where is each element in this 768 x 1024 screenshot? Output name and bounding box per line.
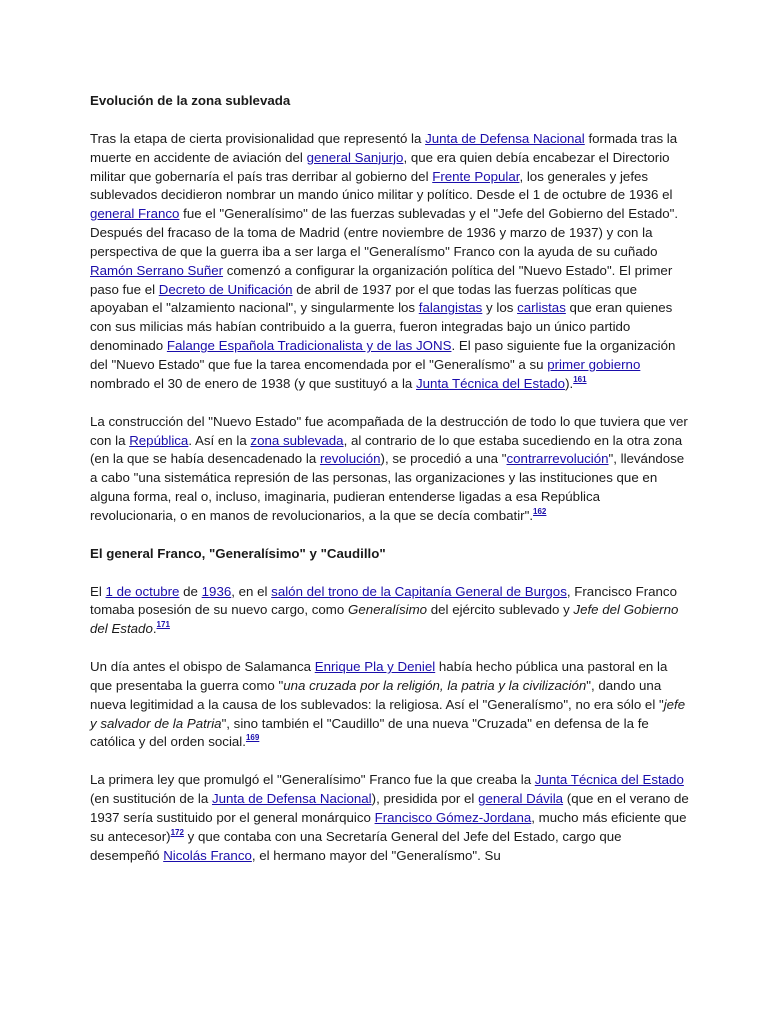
text-run: La construcción del "Nuevo Estado" fue acompañada de la destrucción de todo lo que tuviera que ver con la xyxy=(90,413,688,448)
text-run: formada tras la muerte en accidente de aviación del xyxy=(90,130,678,165)
text-run: de abril de 1937 por el que todas las fuerzas políticas que apoyaban el "alzamiento nacional", y singularmente los xyxy=(90,281,638,316)
text-run: comenzó a configurar la organización política del "Nuevo Estado". El primer paso fue el xyxy=(90,262,673,297)
paragraph xyxy=(90,413,690,526)
text-run: La primera ley que promulgó el "Generalísimo" Franco fue la que creaba la xyxy=(90,772,535,788)
footnote-superscript xyxy=(171,828,184,837)
text-run: ", dando una nueva legitimidad a la causa de los sublevados: la religiosa. Así el "Generalísmo", no era sólo el " xyxy=(90,677,664,712)
text-run: , los generales y jefes sublevados decidieron nombrar un mando único militar y político. Desde el 1 de octubre de 1936 el xyxy=(90,168,673,203)
inline-link[interactable]: República xyxy=(129,432,189,448)
text-run: fue el "Generalísimo" de las fuerzas sublevadas y el "Jefe del Gobierno del Estado". Después del fracaso de la toma de Madrid (entre noviembre de 1936 y marzo de 1937) y con la perspectiva de que la guerra iba a ser larga el "Generalísmo" Franco con la ayuda de su cuñado xyxy=(90,206,679,259)
inline-link[interactable]: Enrique Pla y Deniel xyxy=(314,659,436,675)
emphasis-text: jefe y salvador de la Patria xyxy=(90,696,686,731)
text-run: , Francisco Franco tomaba posesión de su nuevo cargo, como xyxy=(90,583,677,618)
text-run: (en sustitución de la xyxy=(90,791,212,807)
inline-link[interactable]: general Sanjurjo xyxy=(306,149,404,165)
footnote-superscript xyxy=(533,507,546,516)
inline-link[interactable]: falangistas xyxy=(418,300,483,316)
text-run: Un día antes el obispo de Salamanca xyxy=(90,659,315,675)
document-body xyxy=(90,92,690,885)
paragraph xyxy=(90,583,690,640)
inline-link[interactable]: carlistas xyxy=(517,300,566,316)
text-run: (que en el verano de 1937 sería sustituido por el general monárquico xyxy=(90,791,689,825)
footnote-superscript xyxy=(573,375,586,384)
text-run: y los xyxy=(482,300,518,316)
inline-link[interactable]: revolución xyxy=(319,451,381,467)
text-run: , en el xyxy=(231,583,272,599)
paragraph xyxy=(90,771,690,865)
text-run: de xyxy=(179,583,202,599)
inline-link[interactable]: 1 de octubre xyxy=(105,583,180,599)
inline-link[interactable]: primer gobierno xyxy=(547,356,641,372)
paragraph xyxy=(90,658,690,752)
section-heading: El general Franco, "Generalísimo" y "Caudillo" xyxy=(90,545,386,561)
section-heading: Evolución de la zona sublevada xyxy=(90,93,291,108)
inline-link[interactable]: general Dávila xyxy=(478,791,564,807)
inline-link[interactable]: Junta de Defensa Nacional xyxy=(211,791,372,807)
text-run: y que contaba con una Secretaría General del Jefe del Estado, cargo que desempeñó xyxy=(90,828,622,863)
text-run: del ejército sublevado y xyxy=(427,602,574,618)
text-run: ), se procedió a una " xyxy=(380,451,507,467)
footnote-ref[interactable]: 172 xyxy=(170,827,184,837)
inline-link[interactable]: general Franco xyxy=(90,206,180,222)
footnote-ref[interactable]: 161 xyxy=(573,374,587,384)
text-run: ", llevándose a cabo "una sistemática represión de las personas, las organizaciones y las instituciones que en alguna forma, real o, incluso, imaginaria, pudieran entenderse ligadas a esa República revolucionaria, o en manos de revolucionarios, a la que se decía combatir". xyxy=(90,451,685,523)
emphasis-text: Jefe del Gobierno del Estado xyxy=(90,602,679,637)
inline-link[interactable]: Ramón Serrano Suñer xyxy=(90,262,224,278)
footnote-superscript xyxy=(157,620,170,629)
emphasis-text: una cruzada por la religión, la patria y la civilización xyxy=(283,677,587,693)
footnote-ref[interactable]: 171 xyxy=(156,620,170,630)
inline-link[interactable]: contrarrevolución xyxy=(506,451,609,467)
text-run: ", sino también el "Caudillo" de una nueva "Cruzada" en defensa de la fe católica y del orden social. xyxy=(90,715,649,750)
text-run: El xyxy=(90,583,106,599)
text-run: , el hermano mayor del "Generalísmo". Su xyxy=(251,847,501,863)
text-run: ). xyxy=(565,375,574,391)
text-run: había hecho pública una pastoral en la que presentaba la guerra como " xyxy=(90,659,668,693)
inline-link[interactable]: 1936 xyxy=(201,583,232,599)
inline-link[interactable]: Junta Técnica del Estado xyxy=(534,772,684,788)
text-run: . Así en la xyxy=(188,432,251,448)
footnote-superscript xyxy=(246,733,259,742)
text-run: . xyxy=(152,621,157,637)
inline-link[interactable]: Decreto de Unificación xyxy=(158,281,293,297)
inline-link[interactable]: Francisco Gómez-Jordana xyxy=(374,810,532,825)
text-run: , al contrario de lo que estaba sucediendo en la otra zona (en la que se había desencadenado la xyxy=(90,432,683,467)
inline-link[interactable]: salón del trono de la Capitanía General de Burgos xyxy=(271,583,567,599)
text-run: nombrado el 30 de enero de 1938 (y que sustituyó a la xyxy=(90,375,416,391)
inline-link[interactable]: Junta Técnica del Estado xyxy=(416,375,566,391)
inline-link[interactable]: Falange Española Tradicionalista y de las JONS xyxy=(166,338,452,354)
footnote-ref[interactable]: 162 xyxy=(533,506,547,516)
text-run: Tras la etapa de cierta provisionalidad que representó la xyxy=(90,130,426,146)
footnote-ref[interactable]: 169 xyxy=(245,733,260,743)
inline-link[interactable]: Frente Popular xyxy=(432,168,520,184)
inline-link[interactable]: zona sublevada xyxy=(250,432,344,448)
text-run: , que era quien debía encabezar el Directorio militar que gobernaría el país tras derribar al gobierno del xyxy=(90,149,670,184)
inline-link[interactable]: Junta de Defensa Nacional xyxy=(425,130,585,146)
emphasis-text: Generalísimo xyxy=(347,602,428,618)
text-run: ), presidida por el xyxy=(371,791,479,807)
text-run: . El paso siguiente fue la organización del "Nuevo Estado" que fue la tarea encomendada por el "Generalísmo" a su xyxy=(90,338,676,372)
text-run: que eran quienes con sus milicias más habían contribuido a la guerra, fueron integradas bajo un único partido denominado xyxy=(90,300,673,354)
inline-link[interactable]: Nicolás Franco xyxy=(163,847,252,863)
paragraph xyxy=(90,130,690,394)
text-run: , mucho más eficiente que su antecesor) xyxy=(90,810,687,844)
